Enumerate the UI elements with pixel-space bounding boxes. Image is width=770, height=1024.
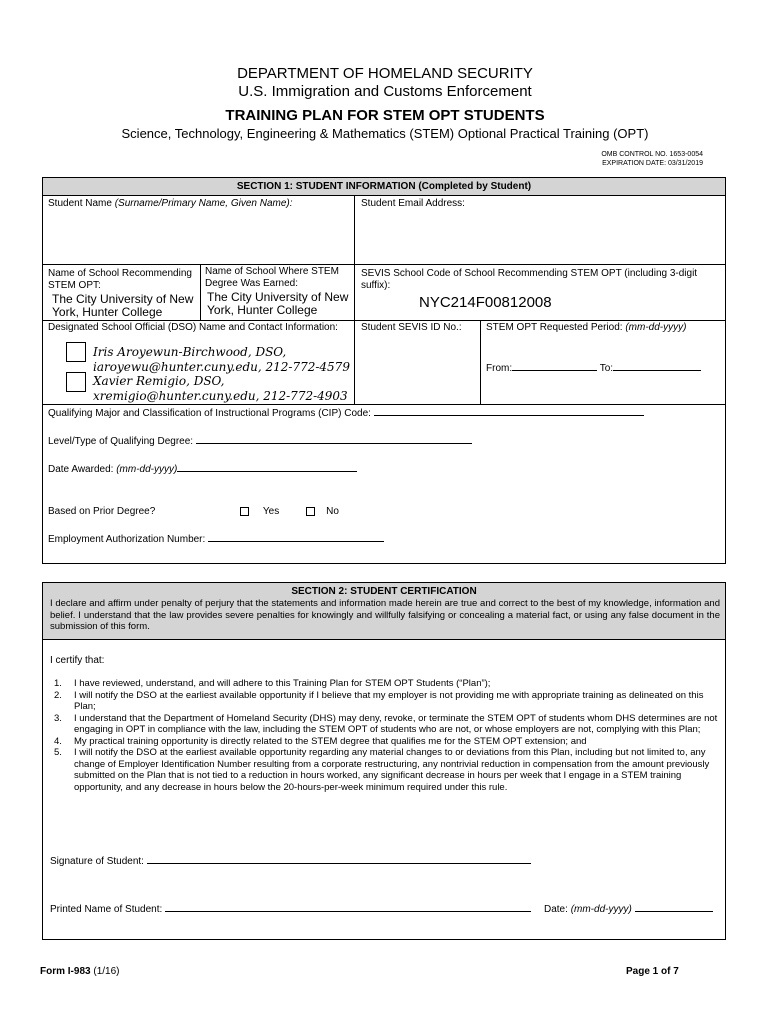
student-email-label: Student Email Address:: [361, 198, 465, 209]
dso-1-contact: iaroyewu@hunter.cuny.edu, 212-772-4579: [93, 360, 350, 374]
list-item: 2. I will notify the DSO at the earliest available opportunity if I believe that my employer is not providing me with appropriate training as delineated on this Plan;: [54, 689, 704, 712]
agency-name: DEPARTMENT OF HOMELAND SECURITY: [237, 65, 533, 82]
declaration-text: I declare and affirm under penalty of perjury that the statements and information made herein are true and correct to the best of my knowledge, information and belief. I understand that the law provides severe penalties for knowingly and willfully falsifying or concealing a material fact, or using any false document in the submission of this form.: [50, 598, 720, 632]
list-item: 5. I will notify the DSO at the earliest available opportunity regarding any material changes to or deviations from this Plan, including but not limited to, any change of Employer Identification Number resulting from a corporate restructuring, any nontrivial reduction in compensation from the amount previously submitted on the Plan that is not tied to a reduction in hours worked, any significant decrease in hours per week that I engage in a STEM training opportunity, and any decrease in hours below the 20-hours-per-week minimum required under this rule.: [54, 747, 710, 793]
period-label: STEM OPT Requested Period: (mm-dd-yyyy): [486, 322, 687, 333]
sevis-id-field[interactable]: [357, 336, 477, 402]
cip-row: Qualifying Major and Classification of Instructional Programs (CIP) Code:: [48, 408, 644, 420]
school-recommending-label: Name of School Recommending STEM OPT:: [48, 268, 192, 291]
list-item: 3. I understand that the Department of Homeland Security (DHS) may deny, revoke, or terminate the STEM OPT of students whom DHS determines are not engaging in OPT in compliance with the law, including the STEM OPT of students who are not, or whose employers are not, complying with this Plan;: [54, 712, 718, 735]
sevis-code-label: SEVIS School Code of School Recommending STEM OPT (including 3-digit suffix):: [361, 268, 698, 291]
school-degree-value[interactable]: The City University of New York, Hunter College: [207, 290, 349, 317]
yes-checkbox[interactable]: [240, 507, 249, 516]
certify-intro: I certify that:: [50, 655, 105, 666]
degree-row: Level/Type of Qualifying Degree:: [48, 436, 472, 448]
signature-field[interactable]: [147, 863, 531, 864]
date-awarded-field[interactable]: [177, 471, 357, 472]
degree-field[interactable]: [196, 443, 472, 444]
no-checkbox[interactable]: [306, 507, 315, 516]
ead-row: Employment Authorization Number:: [48, 534, 384, 546]
student-name-label: Student Name (Surname/Primary Name, Given Name):: [48, 198, 293, 209]
to-date-field[interactable]: [613, 370, 701, 371]
dso-2-contact: xremigio@hunter.cuny.edu, 212-772-4903: [93, 389, 348, 403]
date-row: Date: (mm-dd-yyyy): [544, 904, 713, 916]
student-name-field[interactable]: [44, 212, 352, 262]
form-title: TRAINING PLAN FOR STEM OPT STUDENTS: [225, 107, 545, 124]
dso-1-name: Iris Aroyewun-Birchwood, DSO,: [93, 345, 287, 359]
date-field[interactable]: [635, 911, 713, 912]
section-1-title: SECTION 1: STUDENT INFORMATION (Completed by Student): [43, 178, 725, 196]
prior-degree-label: Based on Prior Degree?: [48, 506, 156, 517]
page-number: Page 1 of 7: [626, 966, 679, 977]
dso-2-checkbox[interactable]: [66, 372, 86, 392]
certification-list: [48, 678, 720, 793]
date-awarded-row: Date Awarded: (mm-dd-yyyy): [48, 464, 357, 476]
list-item: 4. My practical training opportunity is directly related to the STEM degree that qualifies me for the STEM OPT extension; and: [54, 735, 587, 747]
student-email-field[interactable]: [357, 212, 723, 262]
school-degree-label: Name of School Where STEM Degree Was Earned:: [205, 266, 339, 289]
form-subtitle: Science, Technology, Engineering & Mathematics (STEM) Optional Practical Training (OPT): [121, 126, 649, 141]
form-id: Form I-983 (1/16): [40, 966, 120, 977]
ead-field[interactable]: [208, 541, 384, 542]
period-from-to: From: To:: [486, 363, 701, 375]
dso-2-name: Xavier Remigio, DSO,: [93, 374, 225, 388]
prior-degree-yes[interactable]: Yes: [240, 506, 279, 518]
dso-1-checkbox[interactable]: [66, 342, 86, 362]
section-2-title: SECTION 2: STUDENT CERTIFICATION: [291, 586, 477, 597]
prior-degree-no[interactable]: No: [306, 506, 339, 518]
school-recommending-value[interactable]: The City University of New York, Hunter College: [52, 292, 194, 319]
omb-control-number: OMB CONTROL NO. 1653-0054: [601, 151, 703, 158]
printed-name-row: Printed Name of Student:: [50, 904, 531, 916]
sevis-code-value[interactable]: NYC214F00812008: [419, 294, 552, 311]
from-date-field[interactable]: [512, 370, 597, 371]
printed-name-field[interactable]: [165, 911, 531, 912]
dso-label: Designated School Official (DSO) Name and Contact Information:: [48, 322, 338, 333]
cip-field[interactable]: [374, 415, 644, 416]
agency-subname: U.S. Immigration and Customs Enforcement: [238, 83, 532, 100]
list-item: 1. I have reviewed, understand, and will adhere to this Training Plan for STEM OPT Students (“Plan”);: [54, 678, 491, 689]
signature-row: Signature of Student:: [50, 856, 531, 868]
expiration-date: EXPIRATION DATE: 03/31/2019: [602, 160, 703, 167]
sevis-id-label: Student SEVIS ID No.:: [361, 322, 462, 333]
